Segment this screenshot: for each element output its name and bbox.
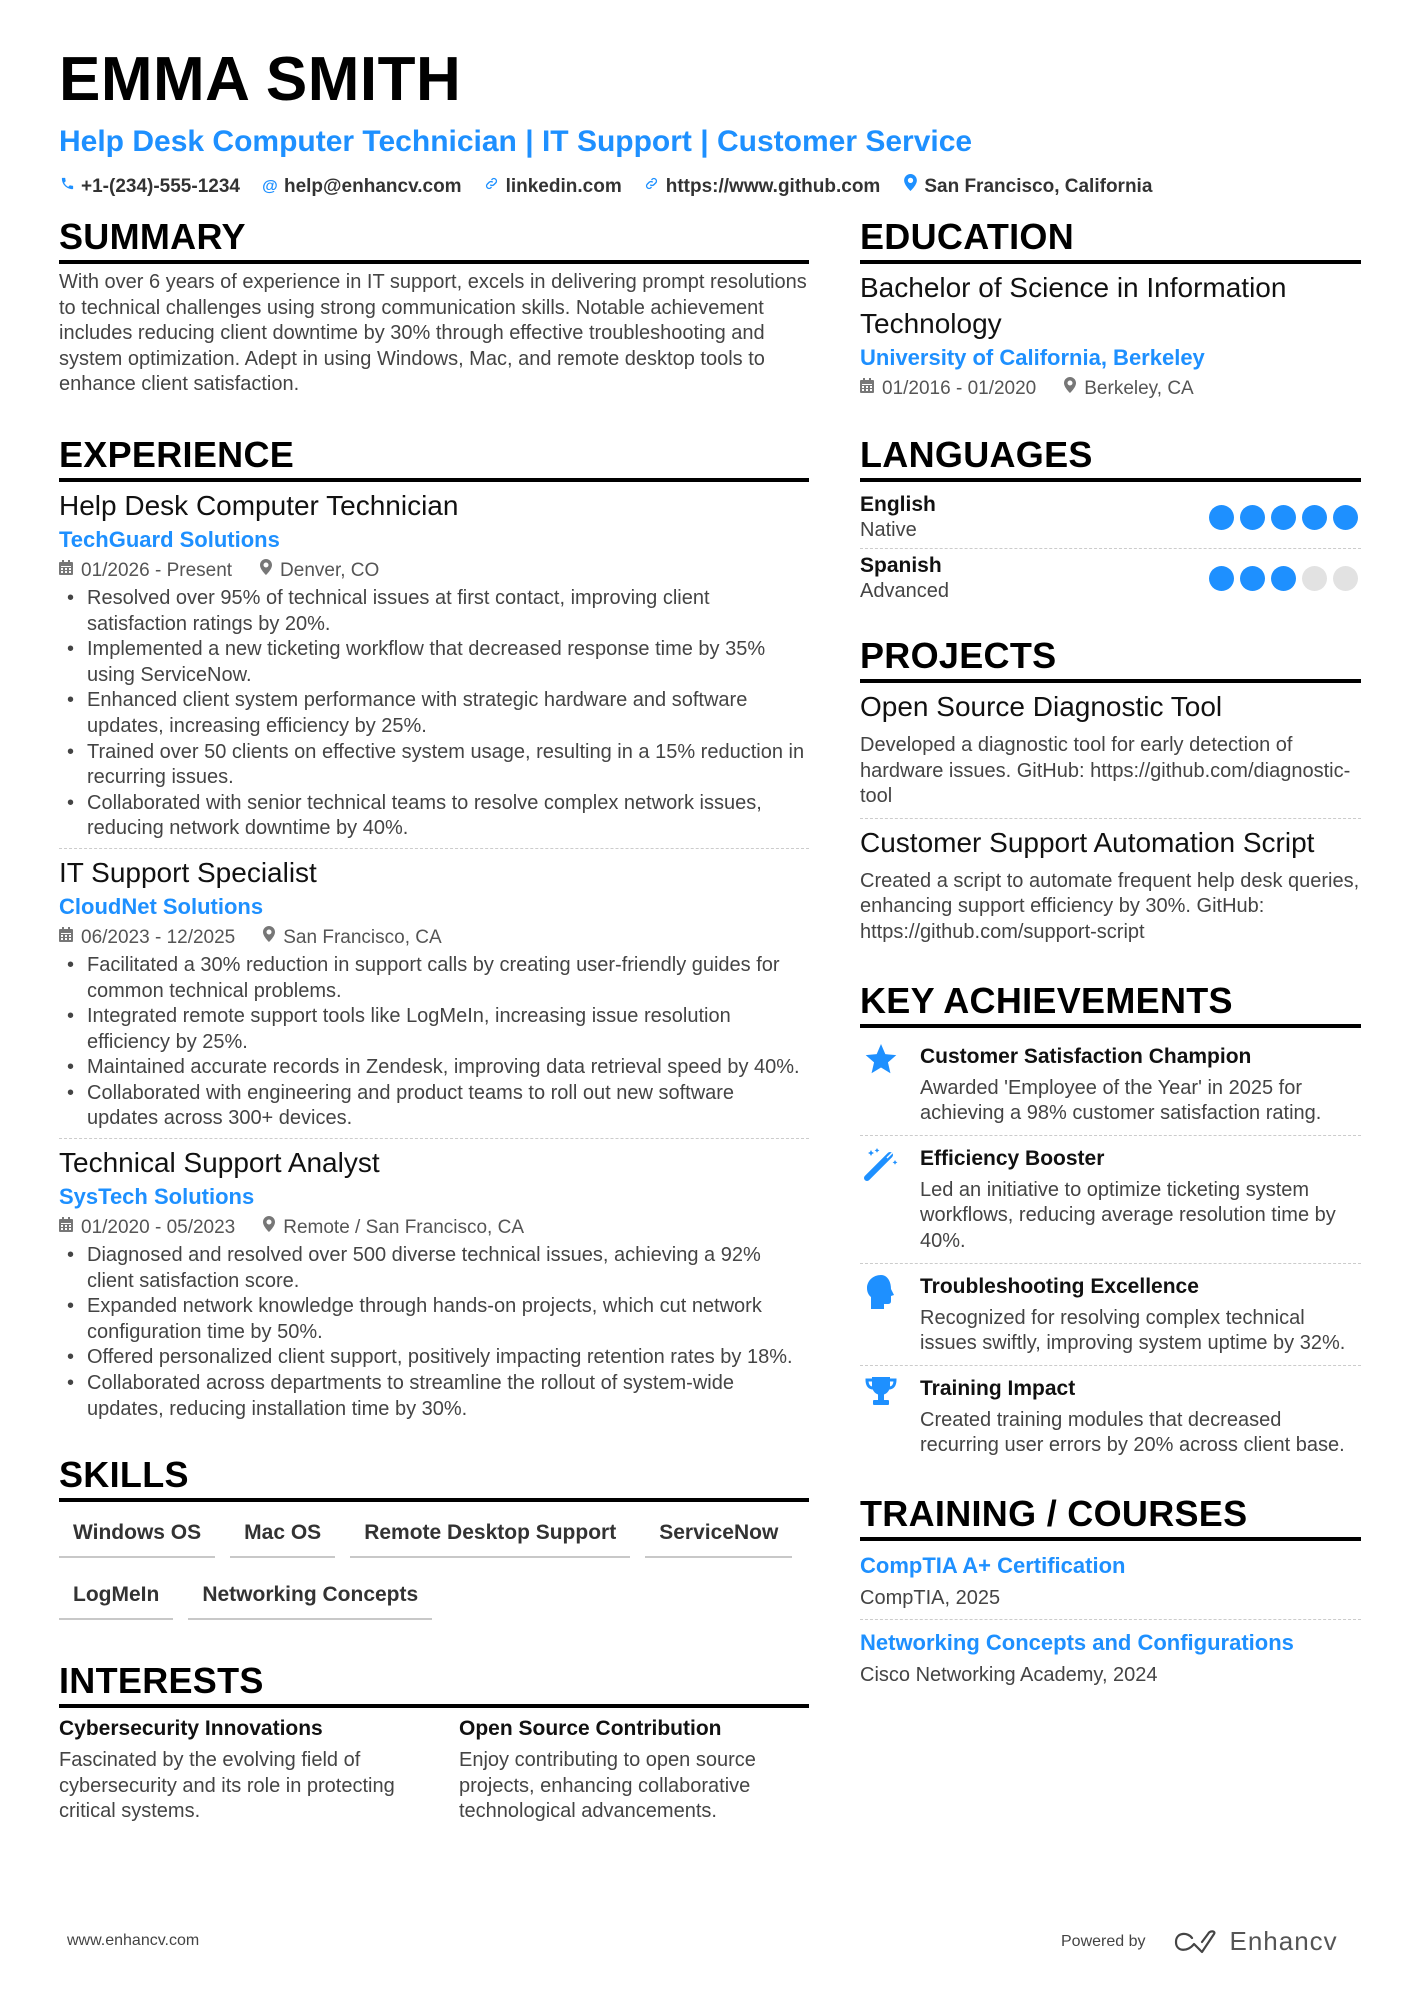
bullet-item: • Facilitated a 30% reduction in support calls by creating user-friendly guides for common technical problems. — [59, 953, 809, 1004]
school-name: University of California, Berkeley — [860, 345, 1205, 370]
degree-title: Bachelor of Science in Information Technology — [860, 272, 1287, 339]
contact-location — [902, 174, 1152, 199]
project-item — [860, 689, 1361, 819]
education-dates: 01/2016 - 01/2020 — [882, 378, 1037, 399]
bullet-item: • Offered personalized client support, positively impacting retention rates by 18%. — [59, 1345, 809, 1371]
job-entry — [59, 855, 809, 1139]
project-desc: Developed a diagnostic tool for early detection of hardware issues. GitHub: https://github.com/diagnostic-tool — [860, 734, 1351, 808]
skills-heading: SKILLS — [59, 1454, 809, 1502]
location-icon — [263, 923, 275, 953]
candidate-title: Help Desk Computer Technician | IT Support | Customer Service — [59, 125, 973, 158]
dot-filled — [1271, 566, 1296, 591]
achievement-title: Customer Satisfaction Champion — [920, 1044, 1252, 1068]
interests-list — [59, 1714, 809, 1825]
dot-empty — [1302, 566, 1327, 591]
interest-title: Cybersecurity Innovations — [59, 1717, 323, 1741]
proficiency-dots — [1209, 566, 1361, 591]
location-icon — [260, 556, 272, 586]
language-level: Native — [860, 519, 917, 541]
education-location: Berkeley, CA — [1084, 378, 1194, 399]
dot-filled — [1240, 505, 1265, 530]
course-item — [860, 1547, 1361, 1620]
dot-filled — [1240, 566, 1265, 591]
job-meta — [59, 556, 809, 586]
achievement-title: Efficiency Booster — [920, 1146, 1105, 1170]
enhancv-logo-text: Enhancv — [1229, 1926, 1338, 1956]
location-icon — [902, 174, 918, 199]
company-name: TechGuard Solutions — [59, 526, 280, 552]
link-icon — [484, 175, 500, 199]
contact-phone[interactable] — [59, 174, 240, 199]
skills-section — [59, 1454, 809, 1634]
footer-branding — [1061, 1926, 1338, 1957]
languages-section — [860, 434, 1361, 609]
star-icon — [860, 1042, 902, 1127]
job-entry — [59, 488, 809, 849]
language-level: Advanced — [860, 580, 949, 602]
contact-linkedin[interactable] — [484, 174, 622, 199]
right-column — [860, 216, 1361, 1722]
education-heading: EDUCATION — [860, 216, 1361, 264]
bullet-item: • Resolved over 95% of technical issues at first contact, improving client satisfaction ratings by 20%. — [59, 586, 809, 637]
skill-tag: Remote Desktop Support — [350, 1510, 630, 1558]
skill-tag: ServiceNow — [645, 1510, 792, 1558]
skill-tag: LogMeIn — [59, 1572, 173, 1620]
left-column — [59, 216, 809, 1851]
summary-heading: SUMMARY — [59, 216, 809, 264]
job-entry — [59, 1145, 809, 1428]
interest-title: Open Source Contribution — [459, 1717, 722, 1741]
contact-email-text: help@enhancv.com — [283, 175, 462, 197]
enhancv-logo[interactable] — [1172, 1926, 1338, 1957]
skill-tag: Mac OS — [230, 1510, 335, 1558]
summary-section — [59, 216, 809, 398]
dot-filled — [1302, 505, 1327, 530]
candidate-name: EMMA SMITH — [59, 45, 462, 114]
calendar-icon — [860, 374, 874, 404]
bullet-item: • Diagnosed and resolved over 500 diverse technical issues, achieving a 92% client satisfaction score. — [59, 1243, 809, 1294]
bullet-item: • Collaborated across departments to streamline the rollout of system-wide updates, reducing installation time by 30%. — [59, 1371, 809, 1422]
contact-email[interactable] — [262, 174, 462, 199]
job-location: Remote / San Francisco, CA — [283, 1217, 525, 1239]
dot-filled — [1209, 505, 1234, 530]
project-item — [860, 825, 1361, 954]
language-item — [860, 488, 1361, 549]
training-section — [860, 1493, 1361, 1696]
bullet-item: • Maintained accurate records in Zendesk, improving data retrieval speed by 40%. — [59, 1055, 809, 1081]
dot-empty — [1333, 566, 1358, 591]
trophy-icon — [860, 1374, 902, 1459]
education-section — [860, 216, 1361, 404]
interest-item — [459, 1714, 809, 1825]
training-heading: TRAINING / COURSES — [860, 1493, 1361, 1541]
bullet-item: • Enhanced client system performance with strategic hardware and software updates, increasing efficiency by 25%. — [59, 688, 809, 739]
bullet-item: • Collaborated with engineering and product teams to roll out new software updates across 300+ devices. — [59, 1081, 809, 1132]
job-meta — [59, 923, 809, 953]
contact-github[interactable] — [644, 174, 881, 199]
achievements-heading: KEY ACHIEVEMENTS — [860, 980, 1361, 1028]
skills-list — [59, 1508, 809, 1634]
job-bullets — [59, 1243, 809, 1422]
interest-item — [59, 1714, 409, 1825]
projects-section — [860, 635, 1361, 954]
contact-linkedin-text: linkedin.com — [505, 175, 622, 197]
language-item — [860, 549, 1361, 609]
achievement-item — [860, 1366, 1361, 1467]
achievement-title: Troubleshooting Excellence — [920, 1274, 1199, 1298]
dot-filled — [1209, 566, 1234, 591]
bullet-item: • Integrated remote support tools like LogMeIn, increasing issue resolution efficiency by 25%. — [59, 1004, 809, 1055]
magic-wand-icon — [860, 1144, 902, 1255]
dot-filled — [1271, 505, 1296, 530]
interests-heading: INTERESTS — [59, 1660, 809, 1708]
languages-heading: LANGUAGES — [860, 434, 1361, 482]
proficiency-dots — [1209, 505, 1361, 530]
footer-website[interactable]: www.enhancv.com — [67, 1932, 200, 1949]
resume-header — [59, 46, 1359, 199]
enhancv-logo-icon — [1172, 1930, 1220, 1954]
job-bullets — [59, 586, 809, 842]
course-provider: CompTIA, 2025 — [860, 1586, 1001, 1609]
project-title: Customer Support Automation Script — [860, 826, 1315, 858]
company-name: SysTech Solutions — [59, 1184, 255, 1210]
projects-heading: PROJECTS — [860, 635, 1361, 683]
job-dates: 06/2023 - 12/2025 — [81, 926, 236, 948]
calendar-icon — [59, 1213, 73, 1243]
achievement-item — [860, 1034, 1361, 1136]
skill-tag: Windows OS — [59, 1510, 215, 1558]
job-location: Denver, CO — [280, 559, 380, 581]
experience-heading: EXPERIENCE — [59, 434, 809, 482]
calendar-icon — [59, 923, 73, 953]
achievement-item — [860, 1264, 1361, 1366]
job-bullets — [59, 953, 809, 1132]
achievement-title: Training Impact — [920, 1376, 1076, 1400]
contact-bar — [59, 174, 1359, 199]
bullet-item: • Expanded network knowledge through hands-on projects, which cut network configuration time by 50%. — [59, 1294, 809, 1345]
dot-filled — [1333, 505, 1358, 530]
project-desc: Created a script to automate frequent help desk queries, enhancing support efficiency by 30%. GitHub: https://github.com/support-script — [860, 869, 1360, 943]
at-icon: @ — [262, 177, 278, 195]
language-name: Spanish — [860, 554, 942, 577]
powered-by-label: Powered by — [1061, 1932, 1146, 1950]
achievement-item — [860, 1136, 1361, 1264]
contact-github-text: https://www.github.com — [665, 175, 881, 197]
contact-phone-text: +1-(234)-555-1234 — [81, 175, 240, 197]
contact-location-text: San Francisco, California — [924, 175, 1153, 197]
achievement-desc: Led an initiative to optimize ticketing system workflows, reducing average resolution time by 40%. — [920, 1178, 1336, 1252]
interest-desc: Fascinated by the evolving field of cybersecurity and its role in protecting critical systems. — [59, 1749, 395, 1823]
job-title: IT Support Specialist — [59, 856, 317, 888]
course-title: CompTIA A+ Certification — [860, 1552, 1126, 1578]
calendar-icon — [59, 556, 73, 586]
achievement-desc: Awarded 'Employee of the Year' in 2025 for achieving a 98% customer satisfaction rating. — [920, 1076, 1322, 1125]
achievement-desc: Created training modules that decreased recurring user errors by 20% across client base. — [920, 1408, 1345, 1457]
bullet-item: • Implemented a new ticketing workflow that decreased response time by 35% using ServiceNow. — [59, 637, 809, 688]
job-title: Help Desk Computer Technician — [59, 489, 459, 521]
skill-tag: Networking Concepts — [188, 1572, 432, 1620]
experience-section — [59, 434, 809, 1428]
head-icon — [860, 1272, 902, 1357]
job-dates: 01/2026 - Present — [81, 559, 233, 581]
bullet-item: • Trained over 50 clients on effective system usage, resulting in a 15% reduction in recurring issues. — [59, 740, 809, 791]
achievement-desc: Recognized for resolving complex technical issues swiftly, improving system uptime by 32%. — [920, 1306, 1346, 1355]
location-icon — [263, 1213, 275, 1243]
location-icon — [1064, 374, 1076, 404]
bullet-item: • Collaborated with senior technical teams to resolve complex network issues, reducing network downtime by 40%. — [59, 791, 809, 842]
education-meta — [860, 374, 1361, 404]
job-dates: 01/2020 - 05/2023 — [81, 1217, 236, 1239]
interest-desc: Enjoy contributing to open source projects, enhancing collaborative technological advancements. — [459, 1749, 756, 1823]
course-item — [860, 1624, 1361, 1696]
job-meta — [59, 1213, 809, 1243]
job-location: San Francisco, CA — [283, 926, 442, 948]
interests-section — [59, 1660, 809, 1825]
link-icon — [644, 175, 660, 199]
course-provider: Cisco Networking Academy, 2024 — [860, 1663, 1158, 1686]
company-name: CloudNet Solutions — [59, 893, 264, 919]
language-name: English — [860, 493, 936, 516]
achievements-section — [860, 980, 1361, 1467]
course-title: Networking Concepts and Configurations — [860, 1629, 1294, 1655]
phone-icon — [59, 175, 75, 199]
job-title: Technical Support Analyst — [59, 1147, 380, 1179]
summary-text: With over 6 years of experience in IT support, excels in delivering prompt resolutions to technical challenges using strong communication skills. Notable achievement includes reducing client downtime by 30% through effective troubleshooting and system optimization. Adept in using Windows, Mac, and remote desktop tools to enhance client satisfaction. — [59, 271, 807, 396]
project-title: Open Source Diagnostic Tool — [860, 691, 1223, 722]
